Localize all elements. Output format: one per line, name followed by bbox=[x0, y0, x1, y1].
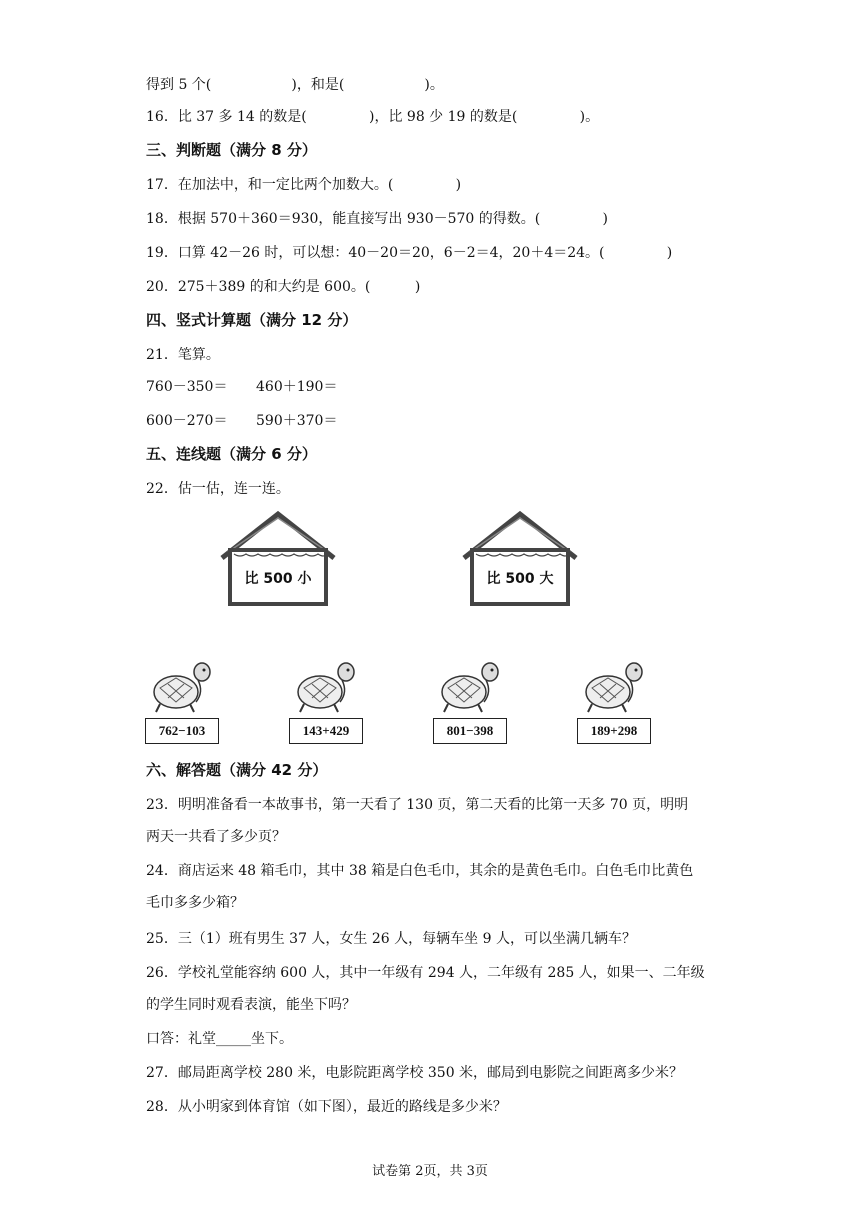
question-19: 19．口算 42－26 时，可以想：40－20＝20，6－2＝4，20＋4＝24。( ) bbox=[146, 245, 673, 261]
calc-item: 460＋190＝ bbox=[256, 379, 338, 395]
question-26-line-1: 26．学校礼堂能容纳 600 人，其中一年级有 294 人，二年级有 285 人，如果一、二年级 bbox=[146, 965, 705, 981]
page-footer: 试卷第 2页，共 3页 bbox=[372, 1164, 488, 1179]
calc-item: 600－270＝ bbox=[146, 413, 228, 429]
calc-item: 590＋370＝ bbox=[256, 413, 338, 429]
section-heading-matching: 五、连线题（满分 6 分） bbox=[146, 445, 317, 463]
turtle-icon bbox=[582, 658, 648, 714]
question-16: 16．比 37 多 14 的数是( )，比 98 少 19 的数是( )。 bbox=[146, 109, 600, 125]
expression-box: 189+298 bbox=[577, 718, 651, 744]
question-26-answer-prompt: 口答：礼堂_____坐下。 bbox=[146, 1031, 293, 1047]
question-21: 21．笔算。 bbox=[146, 347, 220, 363]
question-28: 28．从小明家到体育馆（如下图），最近的路线是多少米？ bbox=[146, 1099, 507, 1115]
house-label: 比 500 小 bbox=[244, 571, 312, 587]
section-heading-vertical-calc: 四、竖式计算题（满分 12 分） bbox=[146, 311, 358, 329]
calc-item: 760－350＝ bbox=[146, 379, 228, 395]
turtle-icon bbox=[438, 658, 504, 714]
question-26-line-2: 的学生同时观看表演，能坐下吗？ bbox=[146, 997, 356, 1013]
expression-box: 801−398 bbox=[433, 718, 507, 744]
question-23-line-1: 23．明明准备看一本故事书，第一天看了 130 页，第二天看的比第一天多 70 页，明明 bbox=[146, 797, 689, 813]
section-heading-judgment: 三、判断题（满分 8 分） bbox=[146, 141, 317, 159]
question-24-line-1: 24．商店运来 48 箱毛巾，其中 38 箱是白色毛巾，其余的是黄色毛巾。白色毛巾比黄色 bbox=[146, 863, 694, 879]
question-22: 22．估一估，连一连。 bbox=[146, 481, 290, 497]
question-15-continuation: 得到 5 个( )，和是( )。 bbox=[146, 77, 444, 93]
house-icon bbox=[218, 508, 338, 606]
expression-box: 762−103 bbox=[145, 718, 219, 744]
house-label: 比 500 大 bbox=[486, 571, 554, 587]
question-17: 17．在加法中，和一定比两个加数大。( ) bbox=[146, 177, 462, 193]
question-27: 27．邮局距离学校 280 米，电影院距离学校 350 米，邮局到电影院之间距离多少米？ bbox=[146, 1065, 684, 1081]
turtle-icon bbox=[294, 658, 360, 714]
house-icon bbox=[460, 508, 580, 606]
question-25: 25．三（1）班有男生 37 人，女生 26 人，每辆车坐 9 人，可以坐满几辆车？ bbox=[146, 931, 636, 947]
question-23-line-2: 两天一共看了多少页？ bbox=[146, 829, 286, 845]
question-18: 18．根据 570＋360＝930，能直接写出 930－570 的得数。( ) bbox=[146, 211, 608, 227]
section-heading-word-problems: 六、解答题（满分 42 分） bbox=[146, 761, 328, 779]
question-20: 20．275＋389 的和大约是 600。( ) bbox=[146, 279, 421, 295]
question-24-line-2: 毛巾多多少箱？ bbox=[146, 895, 244, 911]
expression-box: 143+429 bbox=[289, 718, 363, 744]
turtle-icon bbox=[150, 658, 216, 714]
